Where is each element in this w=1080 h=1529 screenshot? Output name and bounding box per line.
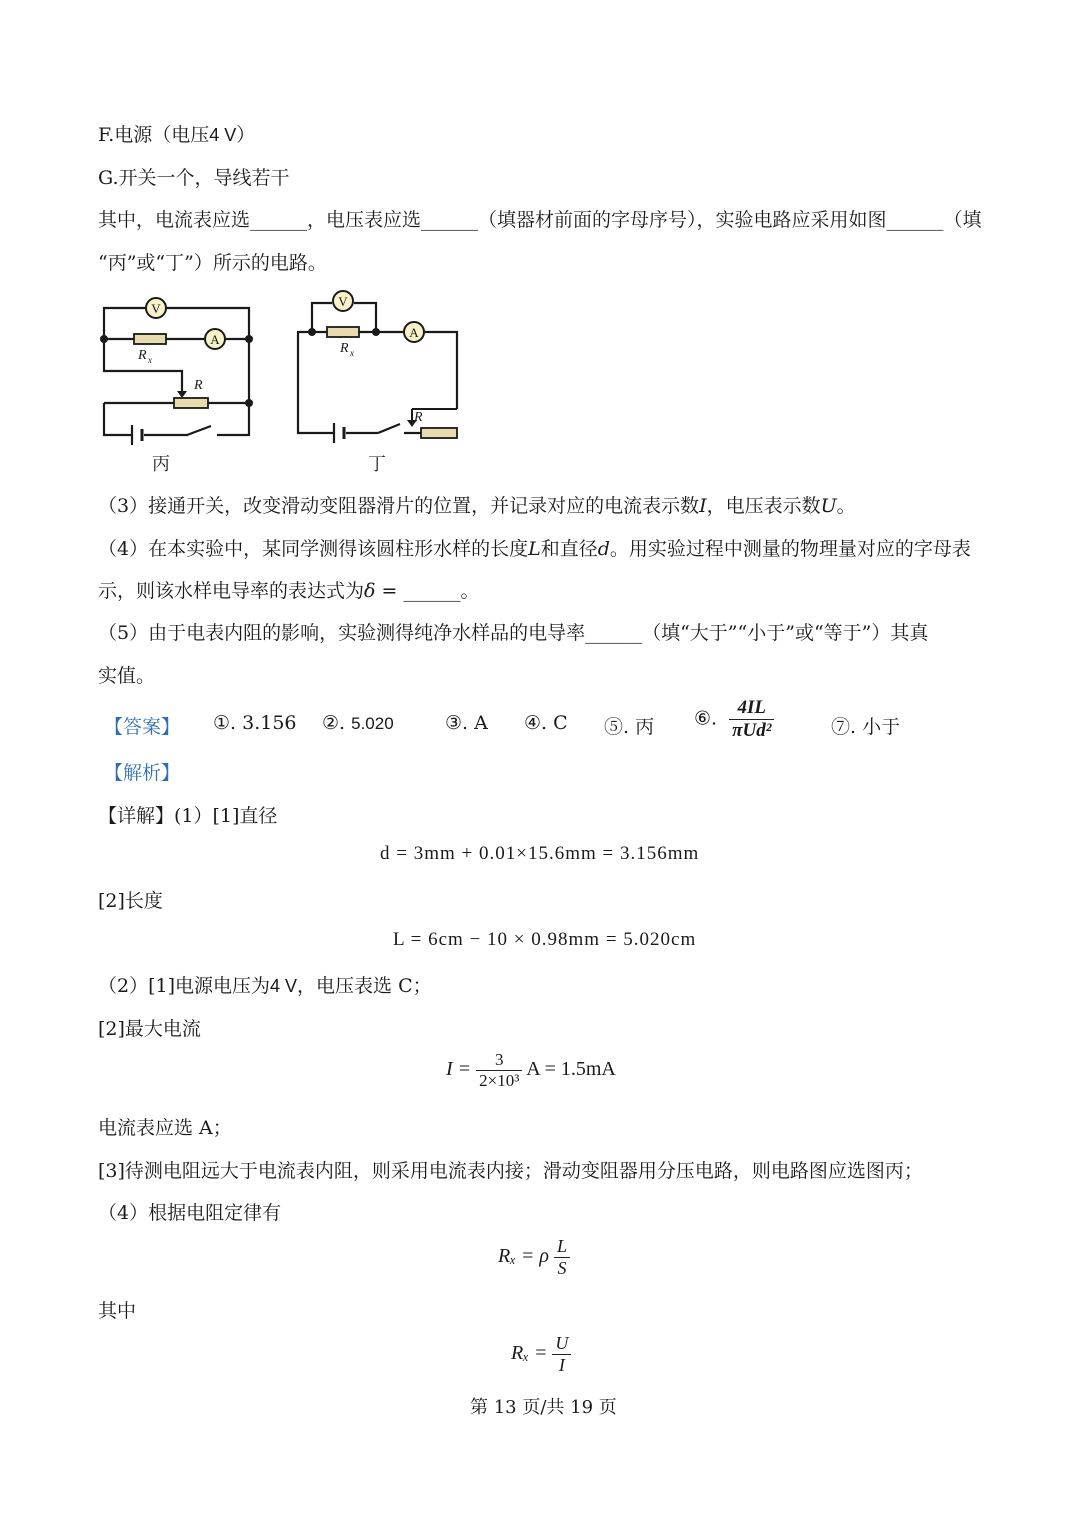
ammeter-choice: 电流表应选 A；	[98, 1117, 232, 1139]
circuit-label-ding: 丁	[368, 454, 386, 474]
voltmeter-label: V	[151, 301, 161, 316]
rheostat-label: R	[194, 378, 203, 393]
question-4-line2: 示，则该水样电导率的表达式为δ = ______。	[98, 580, 480, 602]
circuit-label-bing: 丙	[152, 454, 170, 474]
page-number: 第 13 页/共 19 页	[470, 1397, 617, 1418]
answer-3: ③. A	[445, 712, 488, 734]
resistor-rx-right	[327, 327, 359, 337]
equation-length: L = 6cm − 10 × 0.98mm = 5.020cm	[393, 929, 697, 950]
part2-voltage: （2）[1]电源电压为4 V，电压表选 C；	[98, 975, 432, 997]
answer-7: ⑦. 小于	[831, 716, 901, 738]
equation-diameter: d = 3mm + 0.01×15.6mm = 3.156mm	[380, 843, 700, 864]
answer-2: ②. 5.020	[322, 712, 394, 734]
max-current-label: [2]最大电流	[98, 1018, 201, 1040]
rheostat-left	[174, 398, 208, 408]
question-4-line1: （4）在本实验中，某同学测得该圆柱形水样的长度L和直径d。用实验过程中测量的物理量对应的字母表	[98, 538, 971, 560]
voltmeter-label: V	[338, 294, 348, 309]
length-label: [2]长度	[98, 890, 163, 912]
answer-label: 【答案】	[104, 716, 181, 738]
answer-5: ⑤. 丙	[604, 716, 655, 738]
question-2-line1: 其中，电流表应选______，电压表应选______（填器材前面的字母序号），实验电路应采用如图______（填	[98, 209, 982, 231]
rheostat-right	[421, 428, 457, 438]
svg-text:x: x	[148, 355, 152, 365]
circuit-diagrams	[90, 285, 480, 480]
part4-intro: （4）根据电阻定律有	[98, 1202, 282, 1224]
rx-label: R	[138, 348, 147, 363]
equation-resistance-law: Rₓ = ρ $\frac{L}{S}$	[498, 1236, 570, 1279]
answer-6: ⑥. $\frac{4IL}{\text{πUd²}}$	[694, 697, 774, 742]
equation-current: I = $\frac{3}{\text{2×10³}}$ A = 1.5mA	[446, 1050, 616, 1090]
question-3: （3）接通开关，改变滑动变阻器滑片的位置，并记录对应的电流表示数I，电压表示数U。	[98, 495, 856, 517]
ammeter-label: A	[409, 325, 419, 340]
among-label: 其中	[98, 1300, 137, 1322]
question-5-line1: （5）由于电表内阻的影响，实验测得纯净水样品的电导率______（填“大于”“小于”或“等于”）其真	[98, 622, 929, 644]
answer-4: ④. C	[524, 712, 568, 734]
equation-ohm: Rₓ = $\frac{U}{I}$	[511, 1333, 571, 1376]
ammeter-label: A	[210, 332, 220, 347]
voltage-value: 4 V	[209, 125, 237, 145]
question-5-line2: 实值。	[98, 665, 156, 687]
item-g: G.开关一个，导线若干	[98, 167, 290, 189]
rheostat-label: R	[414, 410, 423, 425]
rx-label: R	[340, 341, 349, 356]
answer-1: ①. 3.156	[213, 712, 297, 734]
analysis-label: 【解析】	[104, 762, 181, 784]
item-f: F.电源（电压4 V）	[98, 124, 256, 146]
analysis-detail: 【详解】(1）[1]直径	[98, 805, 278, 827]
resistor-rx-left	[134, 334, 166, 344]
part3-explanation: [3]待测电阻远大于电流表内阻，则采用电流表内接；滑动变阻器用分压电路，则电路图应选图丙；	[98, 1160, 923, 1182]
question-2-line2: “丙”或“丁”）所示的电路。	[98, 252, 327, 274]
svg-text:x: x	[350, 348, 354, 358]
